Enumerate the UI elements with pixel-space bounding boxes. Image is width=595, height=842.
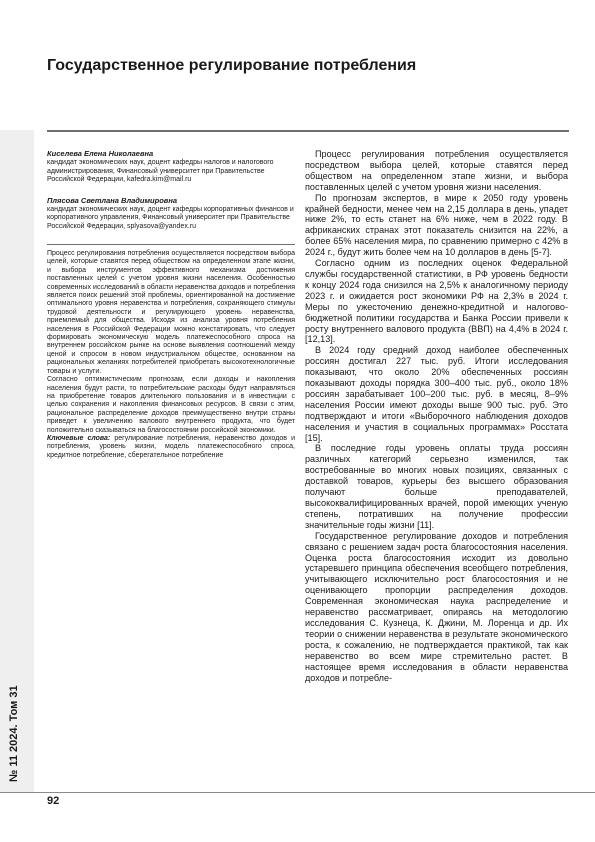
abstract-divider xyxy=(47,244,295,245)
abstract-paragraph: Процесс регулирования потребления осуществляется посредством выбора целей, которые ставятся перед обществом на определенном этапе жизни, и выбора инструментов эффективного механизма достижения поставленных целей с учетом уровня жизни населения. Особенностью современных исследований в области неравенства доходов и потребления является поиск решений этой проблемы, ориентированной на достижение оптимального уровня неравенства и потребления, сохраняющего стимулы трудовой деятельности и регулирующего уровень неравенства, приемлемый для общества. Исходя из анализа уровня потребления населения в Российской Федерации можно констатировать, что следует формировать экономическую модель платежеспособного спроса на внутреннем российском рынке на основе выявления соотношений между ценой и спросом в новом индустриальном обществе, основанном на рациональных желаниях потребителей приобретать высокотехнологичные товары и услуги. xyxy=(47,250,295,375)
author-name: Киселева Елена Николаевна xyxy=(47,149,154,158)
body-paragraph: Согласно одним из последних оценок Федеральной службы государственной статистики, в РФ уровень бедности к концу 2024 года снизился на 2,5% к аналогичному периоду 2023 г. и ожидается рост экономики РФ на 2,3% в 2024 г. Меры по ужесточению денежно-кредитной и налогово-бюджетной политики государства и Банка России привели к росту внутреннего валового продукта (ВВП) на 4,4% в 2024 г. [12,13]. xyxy=(305,258,568,345)
author-affiliation: кандидат экономических наук, доцент кафедры налогов и налогового администрирования, Финансовый университет при Правительстве Российской Федерации, kafedra.kim@mail.ru xyxy=(47,159,274,184)
body-paragraph: В 2024 году средний доход наиболее обеспеченных россиян достигал 227 тыс. руб. Итоги исследования показывают, что около 20% обеспеченных россиян показывают доходы порядка 300–400 тыс. руб., около 18% россиян зарабатывает 100–200 тыс. руб. в месяц, 8–9% населения России имеют доходы выше 900 тыс. руб. Это подтверждают и итоги «Выборочного наблюдения доходов населения и участия в социальных программах» Росстата [15]. xyxy=(305,345,568,443)
abstract xyxy=(47,250,295,460)
body-paragraph: Процесс регулирования потребления осуществляется посредством выбора целей, которые ставятся перед обществом на определенном этапе жизни, и выбора поставленных целей с учетом уровня жизни населения. xyxy=(305,149,568,192)
keywords-text: регулирование потребления, неравенство доходов и потребления, уровень жизни, модель платежеспособного спроса, кредитное потребление, сберегательное потребление xyxy=(47,434,295,459)
footer-divider xyxy=(0,792,595,793)
article-title: Государственное регулирование потребления xyxy=(47,57,417,74)
author-name: Плясова Светлана Владимировна xyxy=(47,195,178,205)
author-affiliation: кандидат экономических наук, доцент кафедры корпоративных финансов и корпоративного управления, Финансовый университет при Правительстве Российской Федерации, splyasova@yandex.ru xyxy=(47,206,294,230)
page-number: 92 xyxy=(47,795,60,807)
author-block xyxy=(47,150,295,243)
body-paragraph: В последние годы уровень оплаты труда россиян различных категорий серьезно изменился, так востребованные во многих новых позициях, связанных с доставкой товаров, курьеры без высшего образования получают больше преподавателей, высококвалифицированных врачей, порой имеющих ученую степень, потративших на получение профессии значительные годы жизни [11]. xyxy=(305,443,568,530)
body-text xyxy=(305,149,568,683)
abstract-paragraph: Согласно оптимистическим прогнозам, если доходы и накопления населения будут расти, то потребительские расходы будут направляться на приобретение товаров длительного пользования и в инвестиции с целью сохранения и накопления финансовых ресурсов. В связи с этим, рациональное распределение доходов преимущественно внутри страны приведет к увеличению валового внутреннего продукта, что будет положительно сказываться на благосостоянии российской экономики. xyxy=(47,376,295,434)
keywords xyxy=(47,435,295,460)
keywords-label: Ключевые слова: xyxy=(47,434,111,442)
body-paragraph: По прогнозам экспертов, в мире к 2050 году уровень крайней бедности, менее чем на 2,15 доллара в день, упадет ниже 2%, то есть станет на 6% ниже, чем в 2022 году. В африканских странах этот показатель снизится на 22%, а более 65% населения мира, по сравнению примерно с 42% в 2024 г., будут жить более чем на 10 долларов в день [5-7]. xyxy=(305,192,568,258)
title-divider xyxy=(47,130,569,132)
journal-issue: № 11 2024. Том 31 xyxy=(8,685,20,782)
body-paragraph: Государственное регулирование доходов и потребления связано с решением задач роста благосостояния населения. Оценка роста благосостояния исходит из довольно устаревшего принципа обеспечения всеобщего потребления, учитывающего исключительно рост благосостояния и не оценивающего пропорции распределения доходов. Современная экономическая наука распределение и неравенство рассматривает, опираясь на методологию исследования С. Кузнеца, К. Джини, М. Лоренца и др. Их теории о снижении неравенства в результате экономического роста, к сожалению, не подтверждается практикой, так как неравенство во всем мире стремительно растет. В настоящее время исследования в области неравенства доходов и потребле- xyxy=(305,530,568,683)
